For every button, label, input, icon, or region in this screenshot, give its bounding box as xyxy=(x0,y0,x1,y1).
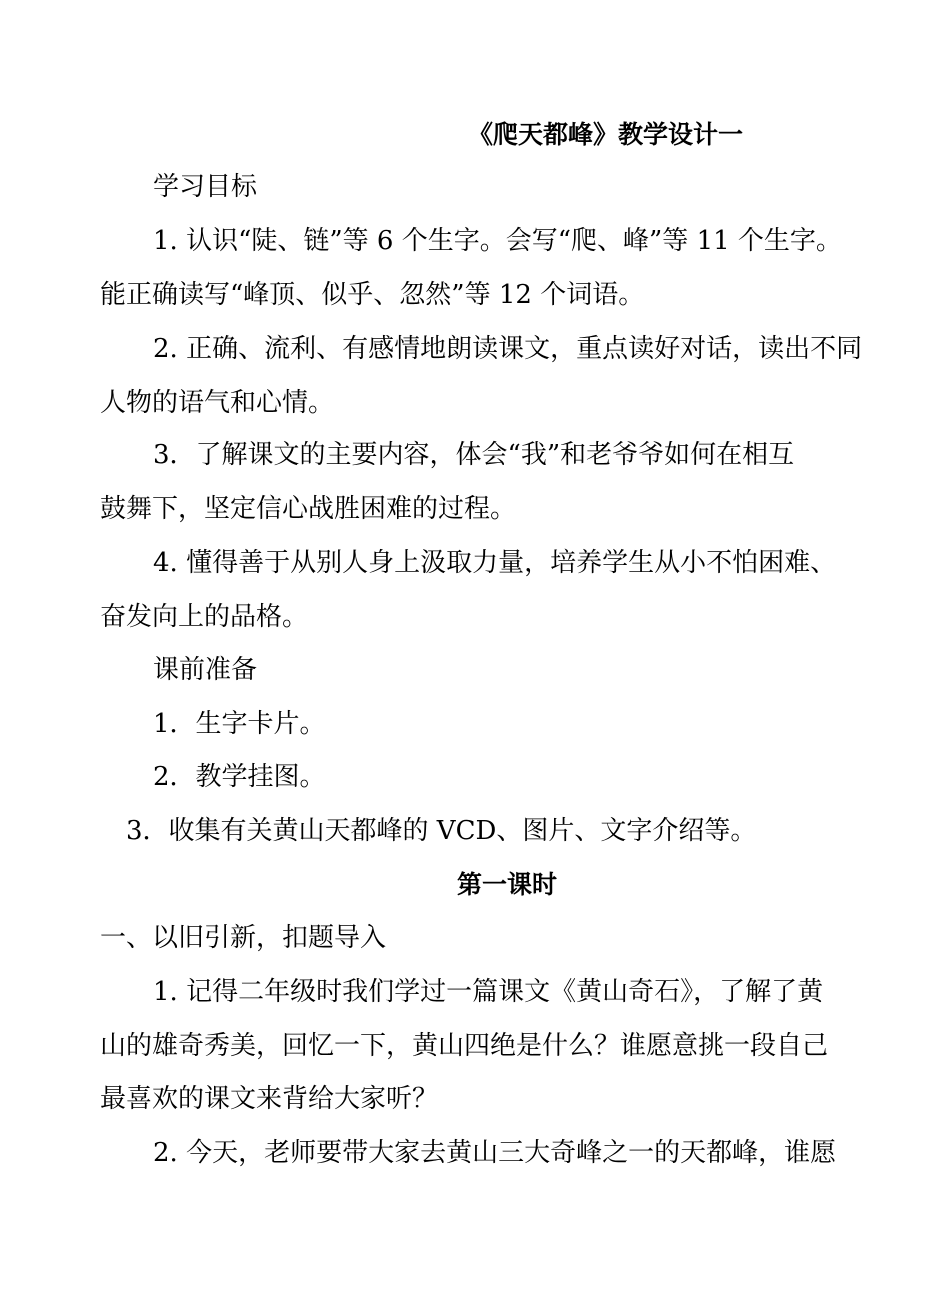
prep-item-2: 2．教学挂图。 xyxy=(153,762,326,792)
goal-2-line-2: 人物的语气和心情。 xyxy=(100,388,335,418)
goal-1-line-1: 1. 认识“陡、链”等 6 个生字。会写“爬、峰”等 11 个生字。 xyxy=(153,226,842,256)
goal-3-line-1: 3．了解课文的主要内容，体会“我”和老爷爷如何在相互 xyxy=(153,440,795,470)
section-heading-goals: 学习目标 xyxy=(153,172,258,202)
goal-2-line-1: 2. 正确、流利、有感情地朗读课文，重点读好对话，读出不同 xyxy=(153,334,863,364)
goal-4-line-1: 4. 懂得善于从别人身上汲取力量，培养学生从小不怕困难、 xyxy=(153,548,837,578)
part-1-heading: 一、以旧引新，扣题导入 xyxy=(100,923,387,953)
goal-1-line-2: 能正确读写“峰顶、似乎、忽然”等 12 个词语。 xyxy=(100,280,645,310)
goal-4-line-2: 奋发向上的品格。 xyxy=(100,602,309,632)
section-heading-prep: 课前准备 xyxy=(153,655,258,685)
prep-item-1: 1．生字卡片。 xyxy=(153,709,326,739)
prep-item-3: 3．收集有关黄山天都峰的 VCD、图片、文字介绍等。 xyxy=(126,816,757,846)
part-1-step-2-line-1: 2. 今天，老师要带大家去黄山三大奇峰之一的天都峰，谁愿 xyxy=(153,1138,837,1168)
part-1-step-1-line-1: 1. 记得二年级时我们学过一篇课文《黄山奇石》，了解了黄 xyxy=(153,977,824,1007)
part-1-step-1-line-3: 最喜欢的课文来背给大家听？ xyxy=(100,1084,439,1114)
goal-3-line-2: 鼓舞下，坚定信心战胜困难的过程。 xyxy=(100,494,517,524)
document-title: 《爬天都峰》教学设计一 xyxy=(468,120,744,149)
part-1-step-1-line-2: 山的雄奇秀美，回忆一下，黄山四绝是什么？谁愿意挑一段自己 xyxy=(100,1031,829,1061)
lesson-title: 第一课时 xyxy=(457,870,558,899)
